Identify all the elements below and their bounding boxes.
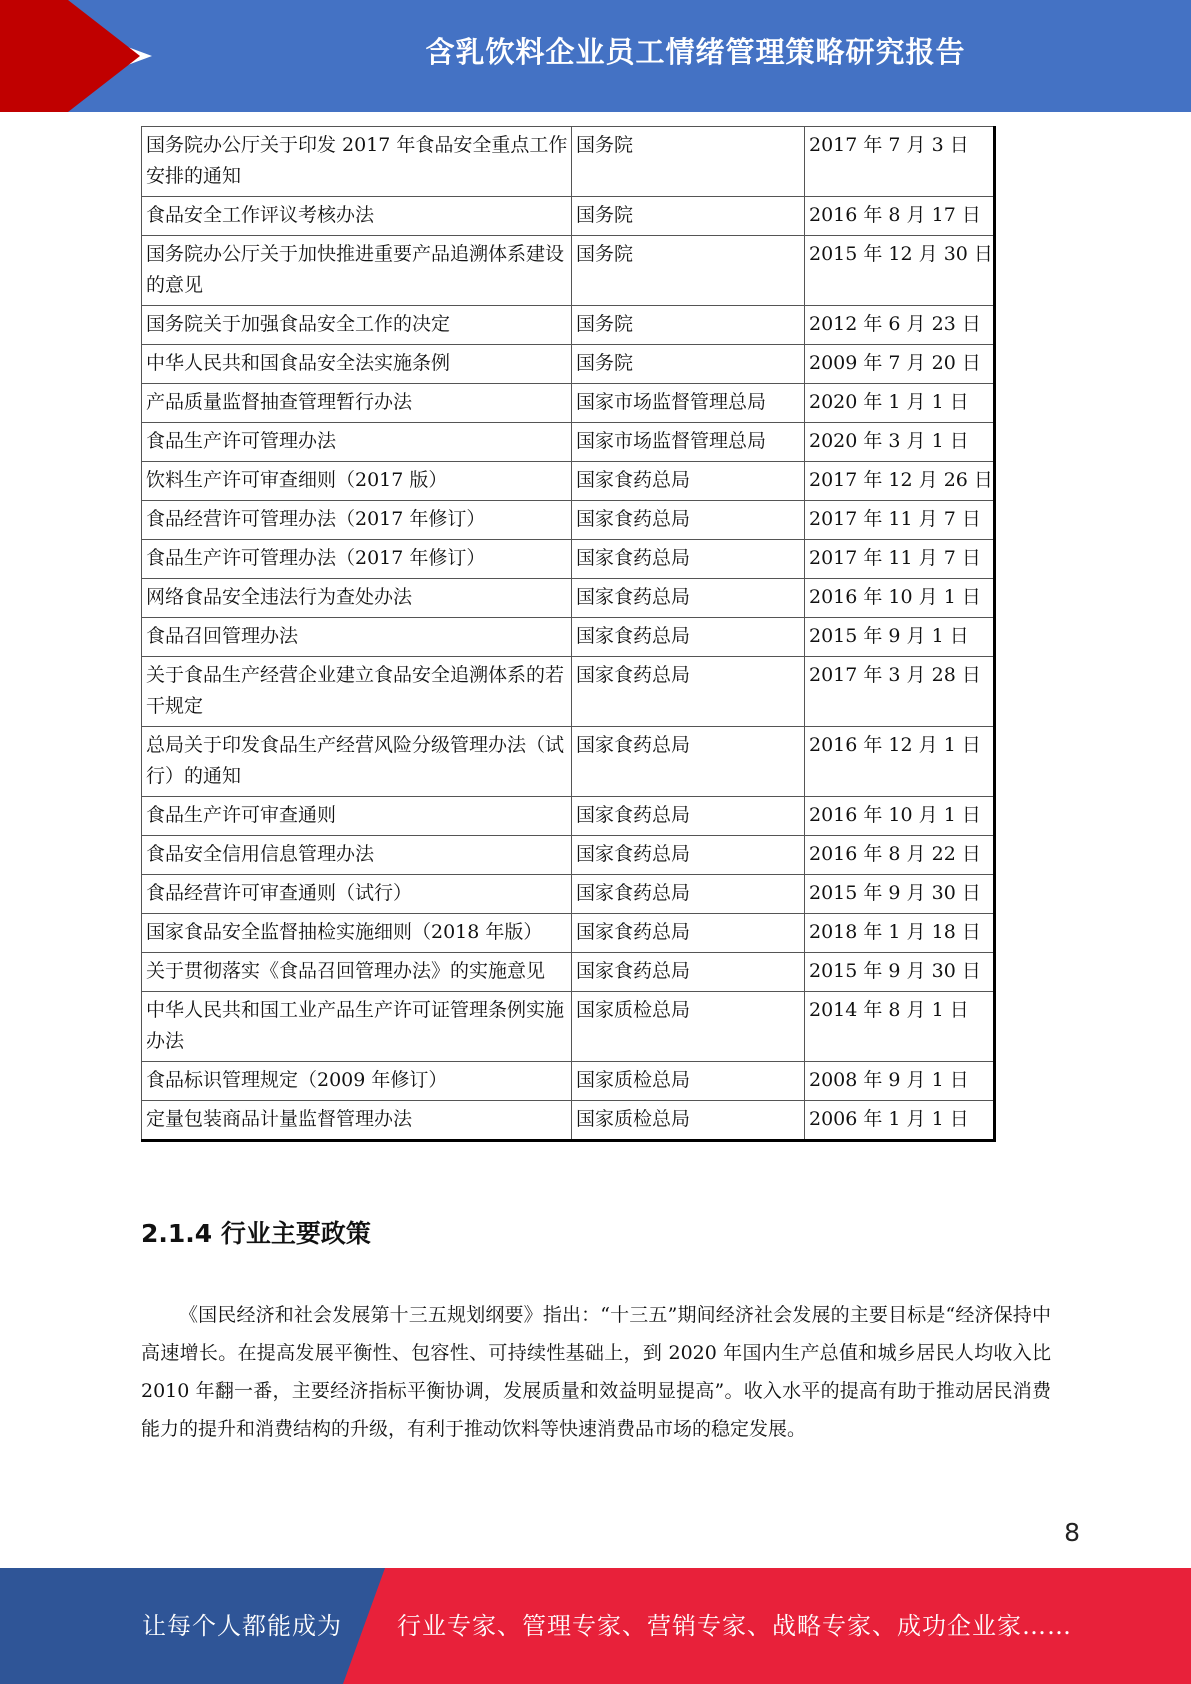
regulation-name-cell: 国务院办公厅关于印发 2017 年食品安全重点工作安排的通知: [142, 127, 572, 197]
effective-date-cell: 2015 年 9 月 1 日: [805, 618, 995, 657]
regulation-name-cell: 食品经营许可管理办法（2017 年修订）: [142, 501, 572, 540]
header-chevron-block: [0, 0, 68, 112]
regulation-name-cell: 国家食品安全监督抽检实施细则（2018 年版）: [142, 914, 572, 953]
issuing-authority-cell: 国家食药总局: [572, 875, 805, 914]
table-row: [142, 618, 995, 657]
table-row: [142, 836, 995, 875]
effective-date-cell: 2018 年 1 月 18 日: [805, 914, 995, 953]
effective-date-cell: 2017 年 12 月 26 日: [805, 462, 995, 501]
effective-date-cell: 2020 年 1 月 1 日: [805, 384, 995, 423]
regulation-name-cell: 中华人民共和国工业产品生产许可证管理条例实施办法: [142, 992, 572, 1062]
report-title: 含乳饮料企业员工情绪管理策略研究报告: [425, 35, 966, 69]
regulation-name-cell: 总局关于印发食品生产经营风险分级管理办法（试行）的通知: [142, 727, 572, 797]
effective-date-cell: 2016 年 12 月 1 日: [805, 727, 995, 797]
table-row: [142, 579, 995, 618]
issuing-authority-cell: 国家食药总局: [572, 727, 805, 797]
table-row: [142, 423, 995, 462]
table-row: [142, 345, 995, 384]
regulation-name-cell: 食品安全工作评议考核办法: [142, 197, 572, 236]
issuing-authority-cell: 国家质检总局: [572, 1101, 805, 1141]
table-row: [142, 992, 995, 1062]
issuing-authority-cell: 国家食药总局: [572, 501, 805, 540]
issuing-authority-cell: 国家市场监督管理总局: [572, 384, 805, 423]
issuing-authority-cell: 国家食药总局: [572, 462, 805, 501]
issuing-authority-cell: 国家食药总局: [572, 618, 805, 657]
regulation-name-cell: 食品生产许可审查通则: [142, 797, 572, 836]
effective-date-cell: 2016 年 8 月 22 日: [805, 836, 995, 875]
issuing-authority-cell: 国务院: [572, 236, 805, 306]
regulation-name-cell: 国务院关于加强食品安全工作的决定: [142, 306, 572, 345]
issuing-authority-cell: 国务院: [572, 345, 805, 384]
issuing-authority-cell: 国家食药总局: [572, 657, 805, 727]
issuing-authority-cell: 国家质检总局: [572, 1062, 805, 1101]
issuing-authority-cell: 国家食药总局: [572, 797, 805, 836]
table-row: [142, 306, 995, 345]
issuing-authority-cell: 国家食药总局: [572, 914, 805, 953]
issuing-authority-cell: 国家食药总局: [572, 836, 805, 875]
issuing-authority-cell: 国家市场监督管理总局: [572, 423, 805, 462]
regulation-name-cell: 食品经营许可审查通则（试行）: [142, 875, 572, 914]
effective-date-cell: 2017 年 11 月 7 日: [805, 540, 995, 579]
effective-date-cell: 2015 年 9 月 30 日: [805, 875, 995, 914]
regulation-name-cell: 中华人民共和国食品安全法实施条例: [142, 345, 572, 384]
regulations-table-body: [142, 127, 995, 1141]
effective-date-cell: 2006 年 1 月 1 日: [805, 1101, 995, 1141]
effective-date-cell: 2015 年 9 月 30 日: [805, 953, 995, 992]
effective-date-cell: 2017 年 3 月 28 日: [805, 657, 995, 727]
issuing-authority-cell: 国家食药总局: [572, 540, 805, 579]
regulation-name-cell: 定量包装商品计量监督管理办法: [142, 1101, 572, 1141]
issuing-authority-cell: 国家质检总局: [572, 992, 805, 1062]
table-row: [142, 384, 995, 423]
effective-date-cell: 2017 年 11 月 7 日: [805, 501, 995, 540]
regulation-name-cell: 食品标识管理规定（2009 年修订）: [142, 1062, 572, 1101]
effective-date-cell: 2016 年 10 月 1 日: [805, 579, 995, 618]
regulation-name-cell: 食品召回管理办法: [142, 618, 572, 657]
regulations-table: [141, 126, 996, 1142]
effective-date-cell: 2020 年 3 月 1 日: [805, 423, 995, 462]
table-row: [142, 914, 995, 953]
table-row: [142, 197, 995, 236]
table-row: [142, 953, 995, 992]
header-chevron-tip: [68, 0, 140, 112]
effective-date-cell: 2008 年 9 月 1 日: [805, 1062, 995, 1101]
effective-date-cell: 2017 年 7 月 3 日: [805, 127, 995, 197]
table-row: [142, 657, 995, 727]
issuing-authority-cell: 国家食药总局: [572, 579, 805, 618]
regulation-name-cell: 产品质量监督抽查管理暂行办法: [142, 384, 572, 423]
regulation-name-cell: 食品安全信用信息管理办法: [142, 836, 572, 875]
table-row: [142, 501, 995, 540]
page-header: [0, 0, 1191, 112]
table-row: [142, 797, 995, 836]
effective-date-cell: 2016 年 10 月 1 日: [805, 797, 995, 836]
table-row: [142, 1101, 995, 1141]
effective-date-cell: 2016 年 8 月 17 日: [805, 197, 995, 236]
table-row: [142, 1062, 995, 1101]
regulation-name-cell: 网络食品安全违法行为查处办法: [142, 579, 572, 618]
issuing-authority-cell: 国家食药总局: [572, 953, 805, 992]
table-row: [142, 462, 995, 501]
effective-date-cell: 2009 年 7 月 20 日: [805, 345, 995, 384]
page-number: 8: [1064, 1518, 1080, 1547]
regulation-name-cell: 关于贯彻落实《食品召回管理办法》的实施意见: [142, 953, 572, 992]
footer-slogan-right: 行业专家、管理专家、营销专家、战略专家、成功企业家……: [397, 1612, 1072, 1640]
issuing-authority-cell: 国务院: [572, 306, 805, 345]
effective-date-cell: 2014 年 8 月 1 日: [805, 992, 995, 1062]
table-row: [142, 727, 995, 797]
regulation-name-cell: 食品生产许可管理办法（2017 年修订）: [142, 540, 572, 579]
regulation-name-cell: 饮料生产许可审查细则（2017 版）: [142, 462, 572, 501]
effective-date-cell: 2015 年 12 月 30 日: [805, 236, 995, 306]
regulation-name-cell: 国务院办公厅关于加快推进重要产品追溯体系建设的意见: [142, 236, 572, 306]
footer-slogan-left: 让每个人都能成为: [142, 1612, 342, 1640]
effective-date-cell: 2012 年 6 月 23 日: [805, 306, 995, 345]
body-paragraph: 《国民经济和社会发展第十三五规划纲要》指出：“十三五”期间经济社会发展的主要目标是“经济保持中高速增长。在提高发展平衡性、包容性、可持续性基础上，到 2020 年国内生产总值和城乡居民人均收入比 2010 年翻一番，主要经济指标平衡协调，发展质量和效益明显提高”。收入水平的提高有助于推动居民消费能力的提升和消费结构的升级，有利于推动饮料等快速消费品市场的稳定发展。: [141, 1304, 1051, 1440]
issuing-authority-cell: 国务院: [572, 197, 805, 236]
table-row: [142, 875, 995, 914]
issuing-authority-cell: 国务院: [572, 127, 805, 197]
table-row: [142, 127, 995, 197]
regulation-name-cell: 关于食品生产经营企业建立食品安全追溯体系的若干规定: [142, 657, 572, 727]
regulation-name-cell: 食品生产许可管理办法: [142, 423, 572, 462]
section-heading: 2.1.4 行业主要政策: [141, 1219, 371, 1248]
page-footer: [0, 1568, 1191, 1684]
table-row: [142, 236, 995, 306]
table-row: [142, 540, 995, 579]
